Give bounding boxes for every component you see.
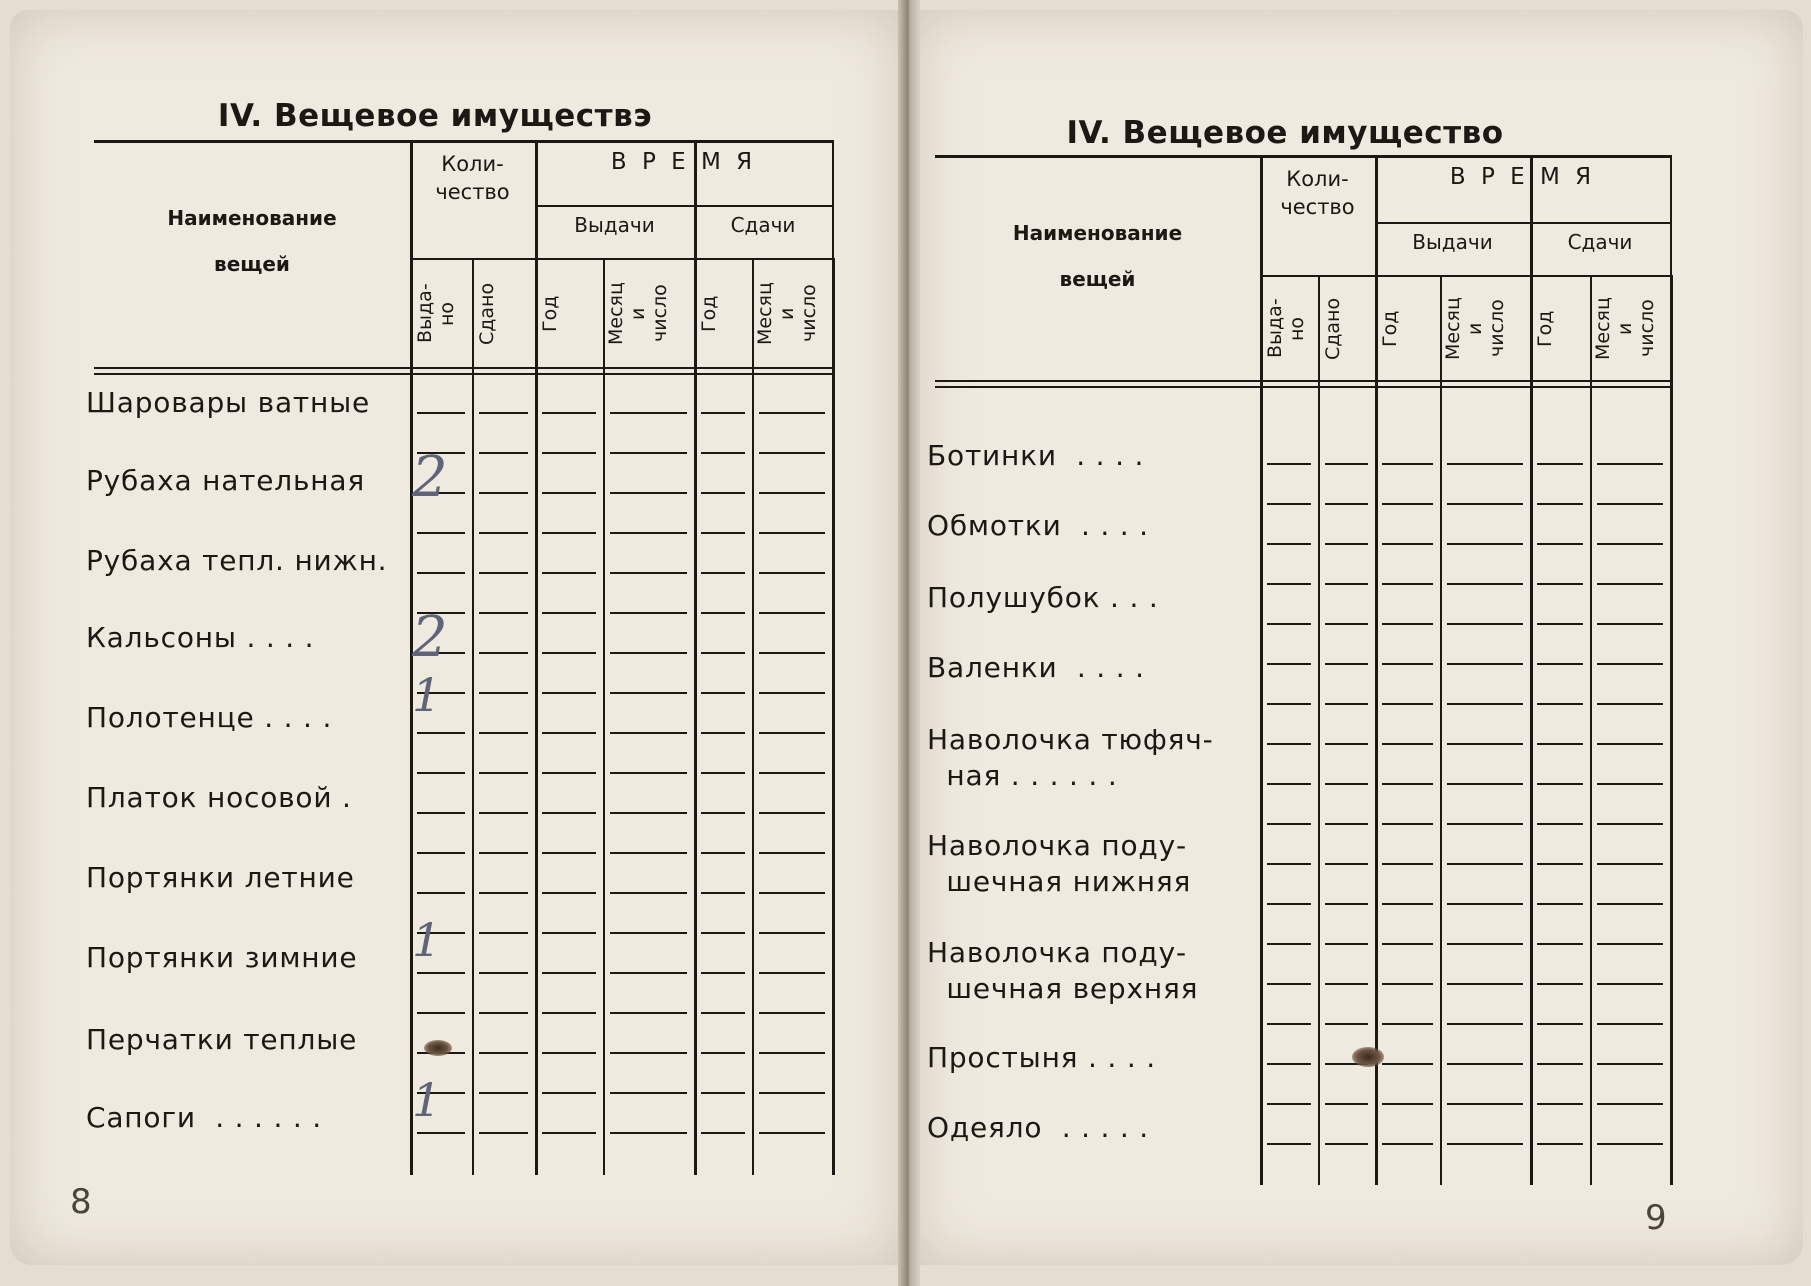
issue-month-day-header: Месяц и число <box>605 282 671 345</box>
entry-line <box>1537 663 1583 665</box>
item-name: Полушубок . . . <box>927 581 1159 614</box>
entry-line <box>1447 1023 1523 1025</box>
page-number: 8 <box>70 1182 92 1222</box>
entry-line <box>759 1052 825 1054</box>
entry-line <box>1447 783 1523 785</box>
header-bottom-rule-2 <box>935 386 1670 388</box>
entry-line <box>610 732 687 734</box>
entry-line <box>1597 503 1663 505</box>
entry-line <box>1447 543 1523 545</box>
entry-line <box>1267 863 1311 865</box>
entry-line <box>479 892 528 894</box>
entry-line <box>610 852 687 854</box>
item-name: Одеяло . . . . . <box>927 1111 1150 1144</box>
entry-line <box>1325 743 1368 745</box>
item-name: Валенки . . . . <box>927 651 1145 684</box>
qty-sub-rule <box>410 258 535 260</box>
column-rule <box>1440 275 1442 1185</box>
entry-line <box>1597 823 1663 825</box>
column-rule <box>535 140 538 1175</box>
entry-line <box>1267 783 1311 785</box>
entry-line <box>610 772 687 774</box>
entry-line <box>1267 1023 1311 1025</box>
entry-line <box>759 1092 825 1094</box>
entry-line <box>610 1132 687 1134</box>
entry-line <box>479 692 528 694</box>
entry-line <box>1267 583 1311 585</box>
entry-line <box>1382 543 1433 545</box>
entry-line <box>1325 583 1368 585</box>
entry-line <box>1267 1103 1311 1105</box>
entry-line <box>1267 663 1311 665</box>
entry-line <box>610 812 687 814</box>
entry-line <box>610 652 687 654</box>
entry-line <box>610 572 687 574</box>
time-sub-rule <box>1375 222 1670 224</box>
return-year-header: Год <box>698 295 720 332</box>
entry-line <box>1325 943 1368 945</box>
entry-line <box>1267 503 1311 505</box>
entry-line <box>610 612 687 614</box>
entry-line <box>1382 663 1433 665</box>
entry-line <box>1447 503 1523 505</box>
column-rule <box>694 140 697 1175</box>
issued-header: Выда- но <box>1264 298 1308 359</box>
entry-line <box>1537 1063 1583 1065</box>
entry-line <box>759 892 825 894</box>
entry-line <box>479 1132 528 1134</box>
entry-line <box>1382 983 1433 985</box>
return-year-header: Год <box>1534 310 1556 347</box>
entry-line <box>1382 703 1433 705</box>
entry-line <box>542 732 596 734</box>
entry-line <box>759 772 825 774</box>
entry-line <box>479 652 528 654</box>
entry-line <box>610 892 687 894</box>
entry-line <box>1597 983 1663 985</box>
entry-line <box>1382 1143 1433 1145</box>
entry-line <box>479 932 528 934</box>
item-name: Портянки летние <box>86 861 355 894</box>
entry-line <box>1267 943 1311 945</box>
entry-line <box>1325 903 1368 905</box>
entry-line <box>1382 1103 1433 1105</box>
entry-line <box>1597 1023 1663 1025</box>
item-name: Наволочка поду- шечная нижняя <box>927 829 1192 898</box>
returned-header: Сдано <box>1322 297 1344 360</box>
entry-line <box>759 572 825 574</box>
entry-line <box>1382 463 1433 465</box>
entry-line <box>759 852 825 854</box>
item-name: Шаровары ватные <box>86 386 371 419</box>
item-name: Наволочка поду- шечная верхняя <box>927 936 1199 1005</box>
entry-line <box>610 932 687 934</box>
book-gutter <box>898 0 920 1286</box>
entry-line <box>479 572 528 574</box>
entry-line <box>542 1052 596 1054</box>
entry-line <box>417 972 465 974</box>
entry-line <box>417 532 465 534</box>
entry-line <box>701 1012 745 1014</box>
right-sheet <box>927 0 1675 1286</box>
item-name: Сапоги . . . . . . <box>86 1101 322 1134</box>
entry-line <box>479 532 528 534</box>
entry-line <box>417 732 465 734</box>
entry-line <box>701 1092 745 1094</box>
entry-line <box>1382 1063 1433 1065</box>
column-rule <box>1670 275 1673 1185</box>
item-name: Перчатки теплые <box>86 1023 358 1056</box>
header-bottom-rule <box>94 367 832 369</box>
column-rule <box>1260 155 1263 1185</box>
issue-header: Выдачи <box>1412 230 1493 254</box>
entry-line <box>1447 823 1523 825</box>
item-name: Кальсоны . . . . <box>86 621 315 654</box>
entry-line <box>701 852 745 854</box>
entry-line <box>1447 463 1523 465</box>
entry-line <box>1382 863 1433 865</box>
entry-line <box>701 412 745 414</box>
issue-year-header: Год <box>1379 310 1401 347</box>
entry-line <box>542 812 596 814</box>
entry-line <box>417 412 465 414</box>
column-rule <box>832 258 835 1175</box>
column-rule <box>1375 155 1378 1185</box>
entry-line <box>1267 703 1311 705</box>
entry-line <box>701 1052 745 1054</box>
entry-line <box>610 492 687 494</box>
entry-line <box>1325 1103 1368 1105</box>
entry-line <box>1537 823 1583 825</box>
entry-line <box>1447 623 1523 625</box>
entry-line <box>759 972 825 974</box>
entry-line <box>417 572 465 574</box>
item-name: Простыня . . . . <box>927 1041 1156 1074</box>
time-sub-rule <box>535 205 832 207</box>
entry-line <box>610 412 687 414</box>
column-rule <box>603 258 605 1175</box>
handwritten-quantity: 1 <box>412 913 442 967</box>
entry-line <box>1382 823 1433 825</box>
header-bottom-rule <box>935 380 1670 382</box>
entry-line <box>701 692 745 694</box>
entry-line <box>1325 1023 1368 1025</box>
handwritten-quantity: 1 <box>412 668 442 722</box>
entry-line <box>1447 863 1523 865</box>
entry-line <box>1597 783 1663 785</box>
entry-line <box>542 492 596 494</box>
entry-line <box>1325 543 1368 545</box>
entry-line <box>1597 543 1663 545</box>
entry-line <box>479 732 528 734</box>
column-rule <box>1590 275 1592 1185</box>
entry-line <box>1447 943 1523 945</box>
entry-line <box>542 1092 596 1094</box>
entry-line <box>759 492 825 494</box>
entry-line <box>542 932 596 934</box>
entry-line <box>1267 983 1311 985</box>
entry-line <box>479 812 528 814</box>
item-name: Обмотки . . . . <box>927 509 1149 542</box>
entry-line <box>1537 623 1583 625</box>
entry-line <box>1447 903 1523 905</box>
entry-line <box>542 772 596 774</box>
time-sub-rule-2 <box>1375 275 1670 277</box>
entry-line <box>701 492 745 494</box>
entry-line <box>1597 1143 1663 1145</box>
item-name: Полотенце . . . . <box>86 701 333 734</box>
entry-line <box>1382 503 1433 505</box>
column-rule <box>752 258 754 1175</box>
entry-line <box>1382 903 1433 905</box>
entry-line <box>1267 1063 1311 1065</box>
entry-line <box>1597 943 1663 945</box>
item-name: Платок носовой . <box>86 781 352 814</box>
entry-line <box>479 1012 528 1014</box>
entry-line <box>701 452 745 454</box>
entry-line <box>1597 1063 1663 1065</box>
entry-line <box>1537 783 1583 785</box>
entry-line <box>479 492 528 494</box>
entry-line <box>701 812 745 814</box>
page-title: IV. Вещевое имуществэ <box>217 98 653 134</box>
entry-line <box>1447 1103 1523 1105</box>
entry-line <box>1447 583 1523 585</box>
entry-line <box>1537 903 1583 905</box>
entry-line <box>417 852 465 854</box>
entry-line <box>1325 983 1368 985</box>
entry-line <box>610 972 687 974</box>
entry-line <box>1447 703 1523 705</box>
entry-line <box>1382 783 1433 785</box>
entry-line <box>542 972 596 974</box>
entry-line <box>1325 703 1368 705</box>
entry-line <box>1267 823 1311 825</box>
entry-line <box>759 532 825 534</box>
entry-line <box>1447 663 1523 665</box>
entry-line <box>610 1012 687 1014</box>
quantity-header: Коли- чество <box>435 152 510 204</box>
issue-header: Выдачи <box>574 213 655 237</box>
column-rule <box>1318 275 1320 1185</box>
page-number: 9 <box>1645 1198 1667 1238</box>
entry-line <box>759 652 825 654</box>
entry-line <box>701 1132 745 1134</box>
handwritten-quantity: 2 <box>412 605 448 670</box>
entry-line <box>1382 943 1433 945</box>
entry-line <box>1325 623 1368 625</box>
entry-line <box>479 852 528 854</box>
column-rule <box>472 258 474 1175</box>
entry-line <box>1382 623 1433 625</box>
column-rule <box>1530 155 1533 1185</box>
entry-line <box>610 692 687 694</box>
entry-line <box>542 1132 596 1134</box>
entry-line <box>1325 663 1368 665</box>
entry-line <box>759 932 825 934</box>
entry-line <box>1537 983 1583 985</box>
entry-line <box>417 812 465 814</box>
return-month-day-header: Месяц и число <box>754 282 820 345</box>
entry-line <box>542 852 596 854</box>
entry-line <box>1537 463 1583 465</box>
entry-line <box>701 732 745 734</box>
entry-line <box>610 532 687 534</box>
entry-line <box>1325 463 1368 465</box>
entry-line <box>701 652 745 654</box>
entry-line <box>1447 1143 1523 1145</box>
entry-line <box>701 612 745 614</box>
item-name: Наволочка тюфяч- ная . . . . . . <box>927 723 1214 792</box>
entry-line <box>1537 1023 1583 1025</box>
entry-line <box>610 1052 687 1054</box>
time-header: В Р Е М Я <box>610 149 757 175</box>
header-bottom-rule-2 <box>94 373 832 375</box>
entry-line <box>759 452 825 454</box>
entry-line <box>759 732 825 734</box>
ink-stain <box>424 1040 452 1056</box>
name-column-header: Наименование вещей <box>167 206 337 276</box>
entry-line <box>701 972 745 974</box>
entry-line <box>542 452 596 454</box>
entry-line <box>1537 1143 1583 1145</box>
entry-line <box>1597 743 1663 745</box>
entry-line <box>759 412 825 414</box>
entry-line <box>542 892 596 894</box>
entry-line <box>1447 1063 1523 1065</box>
page-title: IV. Вещевое имущество <box>1066 115 1504 151</box>
entry-line <box>759 612 825 614</box>
entry-line <box>479 1092 528 1094</box>
entry-line <box>1537 1103 1583 1105</box>
entry-line <box>759 1132 825 1134</box>
entry-line <box>1382 743 1433 745</box>
item-name: Ботинки . . . . <box>927 439 1145 472</box>
entry-line <box>479 612 528 614</box>
issue-month-day-header: Месяц и число <box>1442 297 1508 360</box>
entry-line <box>1447 983 1523 985</box>
handwritten-quantity: 1 <box>412 1073 442 1127</box>
entry-line <box>759 1012 825 1014</box>
entry-line <box>1537 943 1583 945</box>
entry-line <box>1267 623 1311 625</box>
entry-line <box>417 1132 465 1134</box>
entry-line <box>759 812 825 814</box>
quantity-header: Коли- чество <box>1280 167 1355 219</box>
entry-line <box>1537 503 1583 505</box>
item-name: Рубаха тепл. нижн. <box>86 544 388 577</box>
entry-line <box>1267 543 1311 545</box>
entry-line <box>610 452 687 454</box>
entry-line <box>610 1092 687 1094</box>
entry-line <box>1597 623 1663 625</box>
item-name: Рубаха нательная <box>86 464 366 497</box>
entry-line <box>1325 1143 1368 1145</box>
returned-header: Сдано <box>476 282 498 345</box>
entry-line <box>1267 463 1311 465</box>
item-name: Портянки зимние <box>86 941 358 974</box>
entry-line <box>479 972 528 974</box>
entry-line <box>1597 1103 1663 1105</box>
entry-line <box>759 692 825 694</box>
entry-line <box>701 892 745 894</box>
entry-line <box>1597 663 1663 665</box>
entry-line <box>479 1052 528 1054</box>
ink-stain <box>1352 1047 1384 1067</box>
entry-line <box>1597 703 1663 705</box>
entry-line <box>1325 783 1368 785</box>
time-header: В Р Е М Я <box>1449 164 1596 190</box>
entry-line <box>542 412 596 414</box>
entry-line <box>542 572 596 574</box>
entry-line <box>701 932 745 934</box>
return-header: Сдачи <box>1567 230 1633 254</box>
entry-line <box>1382 1023 1433 1025</box>
entry-line <box>701 532 745 534</box>
entry-line <box>542 1012 596 1014</box>
entry-line <box>1597 583 1663 585</box>
entry-line <box>1537 543 1583 545</box>
entry-line <box>1537 743 1583 745</box>
header-top-rule <box>935 155 1670 158</box>
entry-line <box>479 452 528 454</box>
name-column-header: Наименование вещей <box>1012 221 1183 291</box>
entry-line <box>1537 703 1583 705</box>
entry-line <box>1447 743 1523 745</box>
time-sub-rule-2 <box>535 258 832 260</box>
entry-line <box>701 572 745 574</box>
left-sheet <box>80 0 840 1286</box>
entry-line <box>701 772 745 774</box>
entry-line <box>1267 1143 1311 1145</box>
entry-line <box>1597 463 1663 465</box>
entry-line <box>1325 863 1368 865</box>
entry-line <box>542 532 596 534</box>
handwritten-quantity: 2 <box>412 445 448 510</box>
return-header: Сдачи <box>730 213 796 237</box>
entry-line <box>1325 503 1368 505</box>
entry-line <box>542 612 596 614</box>
entry-line <box>1537 583 1583 585</box>
return-month-day-header: Месяц и число <box>1592 297 1658 360</box>
entry-line <box>417 892 465 894</box>
entry-line <box>479 412 528 414</box>
header-top-rule <box>94 140 832 143</box>
entry-line <box>542 692 596 694</box>
issued-header: Выда- но <box>414 283 458 344</box>
entry-line <box>479 772 528 774</box>
entry-line <box>542 652 596 654</box>
entry-line <box>1267 743 1311 745</box>
entry-line <box>1382 583 1433 585</box>
entry-line <box>417 1012 465 1014</box>
entry-line <box>1597 863 1663 865</box>
issue-year-header: Год <box>539 295 561 332</box>
entry-line <box>1267 903 1311 905</box>
entry-line <box>417 772 465 774</box>
entry-line <box>1325 823 1368 825</box>
entry-line <box>1597 903 1663 905</box>
qty-sub-rule <box>1260 275 1375 277</box>
entry-line <box>1537 863 1583 865</box>
